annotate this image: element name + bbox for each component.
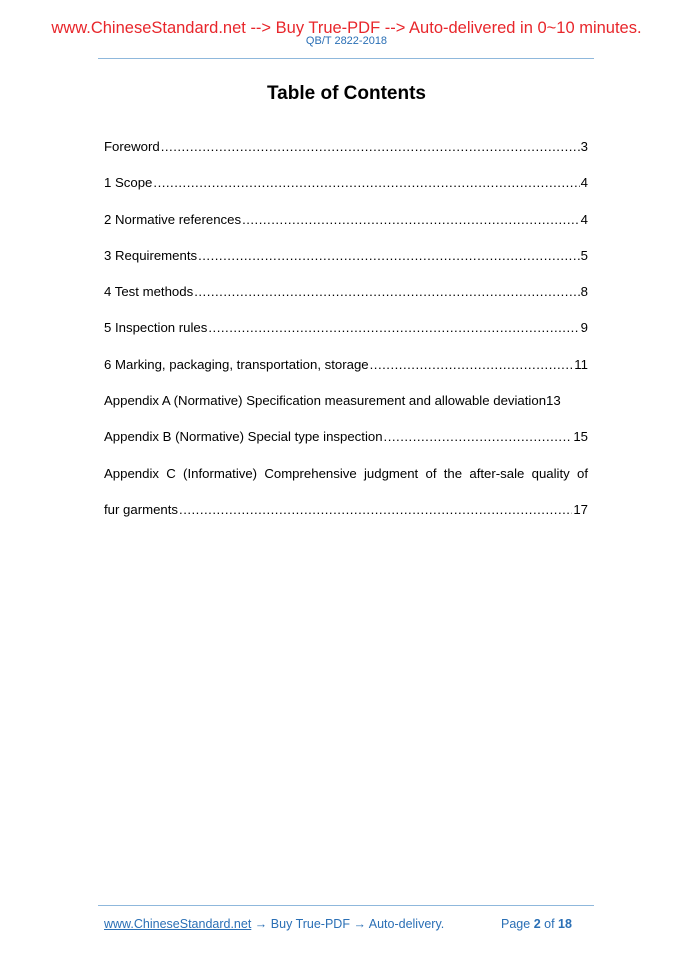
toc-entry-page: 9 [580,320,588,336]
toc-entry-page: 11 [574,356,588,372]
page-of: of [544,917,555,931]
toc-leader-dots [384,428,573,446]
toc-entry-normative-references[interactable] [104,211,588,247]
toc-leader-dots [370,356,574,374]
toc-leader-dots [161,138,580,156]
toc-entry-label: Appendix B (Normative) Special type inspection [104,429,383,445]
toc-entry-label: 6 Marking, packaging, transportation, storage [104,356,369,372]
toc-entry-label: 2 Normative references [104,211,242,227]
page-current: 2 [533,917,541,931]
top-banner-link[interactable]: www.ChineseStandard.net --> Buy True-PDF --> Auto-delivered in 0~10 minutes. [51,19,642,37]
header-divider [98,58,594,59]
toc-entry-inspection-rules[interactable] [104,319,588,355]
toc-title: Table of Contents [266,83,427,104]
page-word: Page [501,917,531,931]
footer-buy-link[interactable]: Buy True-PDF [270,917,350,931]
footer-links [104,916,444,932]
toc-entry-label: 3 Requirements [104,247,198,263]
toc-entry-page: 3 [580,139,588,154]
toc-leader-dots [194,283,579,301]
toc-entry-scope[interactable] [104,174,588,210]
arrow-right-icon: → [353,917,366,931]
toc-entry-appendix-a[interactable] [104,392,588,428]
footer-site-link[interactable]: www.ChineseStandard.net [104,917,252,931]
footer-delivery-text: Auto-delivery. [368,917,445,931]
arrow-right-icon: → [254,917,268,931]
toc-entry-page: 8 [580,284,588,300]
table-of-contents [104,138,588,537]
toc-leader-dots [179,501,572,519]
toc-entry-page: 4 [580,211,588,227]
toc-entry-page: 13 [546,393,561,409]
toc-entry-label: fur garments [104,501,179,517]
toc-entry-requirements[interactable] [104,247,588,283]
toc-leader-dots [242,211,580,229]
toc-entry-marking-packaging[interactable] [104,356,588,392]
footer-divider [98,905,594,906]
toc-entry-page: 15 [573,429,588,445]
toc-entry-label: 4 Test methods [104,284,194,300]
toc-entry-label: Appendix C (Informative) Comprehensive judgment of the after-sale quality of [104,465,588,481]
standard-code: QB/T 2822-2018 [305,35,388,47]
toc-entry-foreword[interactable] [104,138,588,174]
toc-leader-dots [153,174,579,192]
toc-entry-label: 5 Inspection rules [104,320,208,336]
page-indicator [501,916,572,932]
toc-entry-page: 5 [580,247,588,263]
toc-entry-page: 17 [573,501,588,517]
toc-entry-label: Foreword [104,139,160,154]
toc-entry-label: 1 Scope [104,175,153,191]
toc-entry-appendix-c-line1[interactable] [104,465,588,501]
toc-entry-test-methods[interactable] [104,283,588,319]
toc-leader-dots [198,247,580,265]
toc-entry-appendix-b[interactable] [104,428,588,464]
toc-entry-page: 4 [580,175,588,191]
toc-entry-appendix-c-line2[interactable] [104,501,588,537]
toc-leader-dots [208,319,579,337]
page-total: 18 [558,917,572,931]
toc-entry-label: Appendix A (Normative) Specification measurement and allowable deviation [104,393,547,409]
